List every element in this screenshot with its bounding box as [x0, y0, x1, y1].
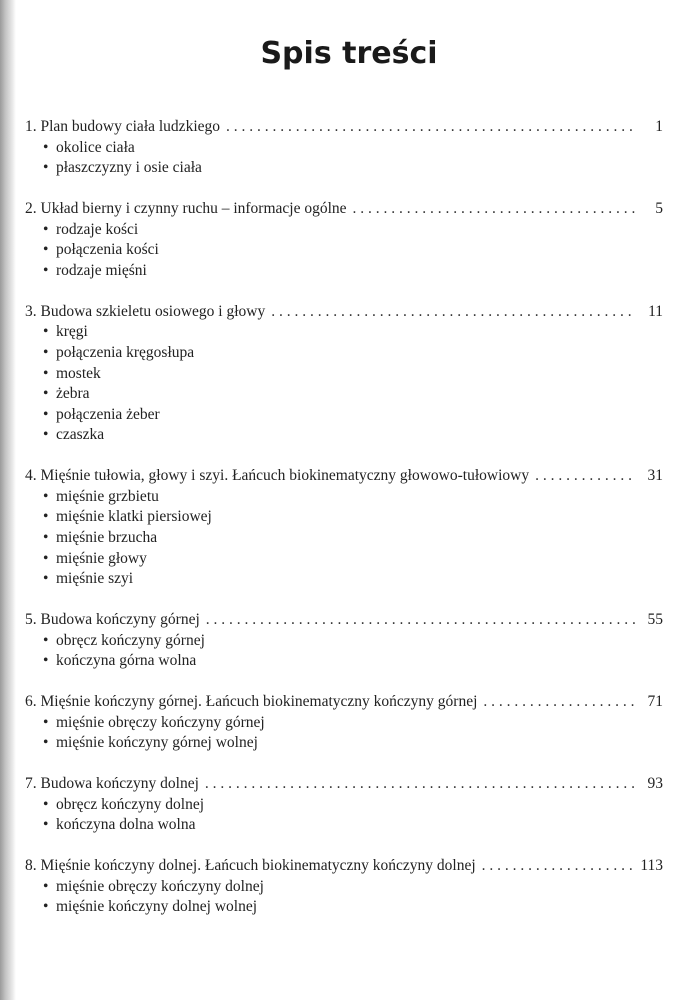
toc-subitem: [25, 733, 663, 754]
bullet-icon: •: [43, 528, 49, 546]
toc-page-number: 93: [647, 775, 663, 793]
toc-subitem-text: mięśnie klatki piersiowej: [56, 508, 212, 526]
toc-subitem-text: płaszczyzny i osie ciała: [56, 159, 202, 177]
bullet-icon: •: [43, 877, 49, 895]
toc-entry-title: [25, 692, 477, 713]
dot-leader: [226, 117, 635, 138]
toc-entry-text: Budowa kończyny górnej: [40, 611, 200, 629]
toc-page-number: 113: [640, 857, 663, 875]
bullet-icon: •: [43, 631, 49, 649]
toc-subitem: [25, 815, 663, 836]
bullet-icon: •: [43, 159, 49, 177]
toc-subitem-text: okolice ciała: [56, 138, 135, 156]
bullet-icon: •: [43, 549, 49, 567]
toc-entry[interactable]: [25, 774, 663, 795]
toc-entry-text: Układ bierny i czynny ruchu – informacje ogólne: [40, 200, 347, 218]
toc-entry-number: 1.: [25, 118, 37, 135]
toc-entry[interactable]: [25, 302, 663, 323]
toc-subitem: [25, 897, 663, 918]
toc-subitem: [25, 651, 663, 672]
bullet-icon: •: [43, 898, 49, 916]
bullet-icon: •: [43, 364, 49, 382]
dot-leader: [206, 610, 635, 631]
bullet-icon: •: [43, 713, 49, 731]
dot-leader: [205, 774, 635, 795]
toc-page-number: 5: [655, 200, 663, 218]
toc-entry-text: Mięśnie kończyny górnej. Łańcuch biokinematyczny kończyny górnej: [40, 693, 478, 711]
toc-page-number: 1: [655, 118, 663, 135]
toc-subitem-text: połączenia żeber: [56, 405, 160, 423]
toc-subitem: [25, 405, 663, 426]
toc-subitem: [25, 384, 663, 405]
toc-entry-number: 6.: [25, 693, 37, 711]
toc-subitem-text: obręcz kończyny górnej: [56, 631, 205, 649]
toc-subitem-text: mostek: [56, 364, 101, 382]
dot-leader: [353, 199, 635, 220]
bullet-icon: •: [43, 487, 49, 505]
toc-subitem: [25, 487, 663, 508]
toc-subitem: [25, 322, 663, 343]
toc-entry-title: [25, 117, 220, 138]
dot-leader: [535, 466, 635, 487]
toc-entry-number: 5.: [25, 611, 37, 629]
toc-subitem-text: kręgi: [56, 323, 88, 341]
toc-subitem-text: mięśnie głowy: [56, 549, 147, 567]
toc-subitem-text: mięśnie kończyny górnej wolnej: [56, 734, 258, 752]
toc-subitem: [25, 220, 663, 241]
toc-subitem-text: kończyna górna wolna: [56, 652, 197, 670]
bullet-icon: •: [43, 220, 49, 238]
toc-subitem: [25, 507, 663, 528]
toc-subitem-text: obręcz kończyny dolnej: [56, 795, 205, 813]
toc-entry-number: 7.: [25, 775, 37, 793]
toc-entry-text: Budowa szkieletu osiowego i głowy: [40, 302, 266, 320]
bullet-icon: •: [43, 323, 49, 341]
page-title: Spis treści: [260, 36, 438, 71]
toc-subitem: [25, 240, 663, 261]
toc-section: [25, 199, 663, 281]
toc-entry[interactable]: [25, 692, 663, 713]
toc-entry-title: [25, 774, 199, 795]
page-binding-shadow: [0, 0, 16, 1000]
toc-subitem-text: mięśnie kończyny dolnej wolnej: [56, 898, 258, 916]
bullet-icon: •: [43, 343, 49, 361]
dot-leader: [271, 302, 635, 323]
toc-section: [25, 117, 663, 179]
toc-subitem: [25, 528, 663, 549]
toc-subitem: [25, 795, 663, 816]
toc-section: [25, 302, 663, 446]
toc-entry-number: 8.: [25, 857, 37, 875]
bullet-icon: •: [43, 652, 49, 670]
toc-subitem-text: czaszka: [56, 426, 105, 444]
toc-page-number: 55: [647, 611, 663, 629]
toc-section: [25, 856, 663, 918]
toc-subitem: [25, 569, 663, 590]
toc-section: [25, 774, 663, 836]
toc-subitem: [25, 261, 663, 282]
toc-entry-title: [25, 610, 200, 631]
dot-leader: [483, 692, 635, 713]
toc-subitem: [25, 138, 663, 159]
bullet-icon: •: [43, 508, 49, 526]
toc-page-number: 11: [648, 302, 663, 320]
toc-subitem: [25, 364, 663, 385]
toc-subitem-text: żebra: [56, 385, 90, 403]
toc-entry-text: Budowa kończyny dolnej: [40, 775, 199, 793]
toc-subitem-text: mięśnie grzbietu: [56, 487, 159, 505]
toc-page-number: 71: [647, 693, 663, 711]
toc-section: [25, 610, 663, 672]
bullet-icon: •: [43, 795, 49, 813]
toc-subitem: [25, 631, 663, 652]
toc-entry-text: Plan budowy ciała ludzkiego: [40, 118, 220, 135]
toc-subitem-text: rodzaje mięśni: [56, 261, 147, 279]
toc-entry[interactable]: [25, 199, 663, 220]
toc-subitem: [25, 343, 663, 364]
toc-section: [25, 692, 663, 754]
toc-subitem: [25, 713, 663, 734]
toc-entry-number: 4.: [25, 467, 37, 485]
toc-subitem-text: rodzaje kości: [56, 220, 139, 238]
toc-entry[interactable]: [25, 466, 663, 487]
toc-entry-text: Mięśnie tułowia, głowy i szyi. Łańcuch biokinematyczny głowowo-tułowiowy: [40, 467, 530, 485]
toc-entry-text: Mięśnie kończyny dolnej. Łańcuch biokinematyczny kończyny dolnej: [40, 857, 476, 875]
toc-page-number: 31: [647, 467, 663, 485]
toc-subitem: [25, 425, 663, 446]
bullet-icon: •: [43, 570, 49, 588]
toc-entry-title: [25, 302, 265, 323]
toc-subitem-text: kończyna dolna wolna: [56, 816, 196, 834]
toc-subitem-text: mięśnie szyi: [56, 570, 134, 588]
toc-subitem-text: mięśnie brzucha: [56, 528, 158, 546]
toc-subitem-text: mięśnie obręczy kończyny dolnej: [56, 877, 264, 895]
dot-leader: [482, 856, 635, 877]
toc-entry-title: [25, 199, 347, 220]
toc-section: [25, 466, 663, 590]
toc-subitem-text: mięśnie obręczy kończyny górnej: [56, 713, 265, 731]
toc-entry[interactable]: [25, 610, 663, 631]
bullet-icon: •: [43, 241, 49, 259]
toc-subitem: [25, 158, 663, 179]
toc-entry[interactable]: [25, 117, 663, 138]
toc-entry-title: [25, 856, 476, 877]
bullet-icon: •: [43, 405, 49, 423]
toc-entry-title: [25, 466, 529, 487]
toc-subitem-text: połączenia kości: [56, 241, 159, 259]
toc-subitem: [25, 549, 663, 570]
toc-subitem-text: połączenia kręgosłupa: [56, 343, 195, 361]
bullet-icon: •: [43, 734, 49, 752]
toc-subitem: [25, 877, 663, 898]
bullet-icon: •: [43, 261, 49, 279]
toc-entry-number: 3.: [25, 302, 37, 320]
bullet-icon: •: [43, 138, 49, 156]
bullet-icon: •: [43, 426, 49, 444]
bullet-icon: •: [43, 385, 49, 403]
table-of-contents: [25, 117, 663, 938]
bullet-icon: •: [43, 816, 49, 834]
toc-entry[interactable]: [25, 856, 663, 877]
toc-entry-number: 2.: [25, 200, 37, 218]
